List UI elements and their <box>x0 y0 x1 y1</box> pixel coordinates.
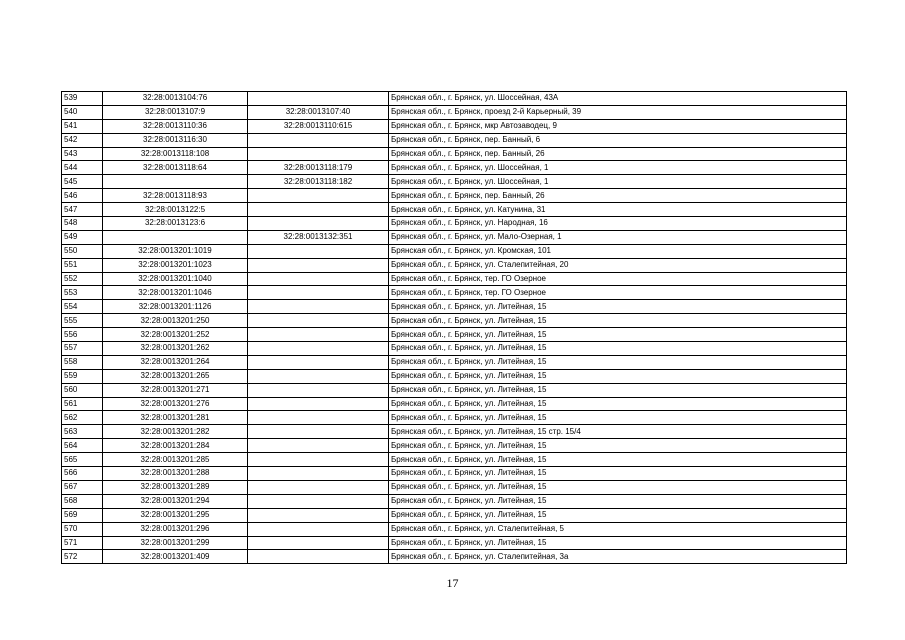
cadastral-number-cell: 32:28:0013201:282 <box>103 425 248 439</box>
row-number-cell: 557 <box>62 342 103 356</box>
address-cell: Брянская обл., г. Брянск, тер. ГО Озерное <box>389 286 847 300</box>
parent-cadastral-number-cell <box>248 272 389 286</box>
row-number-cell: 539 <box>62 92 103 106</box>
table-row <box>62 439 847 453</box>
parent-cadastral-number-cell <box>248 480 389 494</box>
table-row <box>62 425 847 439</box>
table-row <box>62 550 847 564</box>
parent-cadastral-number-cell <box>248 286 389 300</box>
address-cell: Брянская обл., г. Брянск, ул. Литейная, 15 <box>389 480 847 494</box>
table-row <box>62 258 847 272</box>
row-number-cell: 543 <box>62 147 103 161</box>
table-row <box>62 133 847 147</box>
address-cell: Брянская обл., г. Брянск, ул. Литейная, 15 <box>389 355 847 369</box>
row-number-cell: 561 <box>62 397 103 411</box>
address-cell: Брянская обл., г. Брянск, ул. Шоссейная, 1 <box>389 175 847 189</box>
row-number-cell: 571 <box>62 536 103 550</box>
row-number-cell: 548 <box>62 217 103 231</box>
cadastral-number-cell: 32:28:0013118:93 <box>103 189 248 203</box>
cadastral-number-cell: 32:28:0013201:276 <box>103 397 248 411</box>
table-row <box>62 92 847 106</box>
address-cell: Брянская обл., г. Брянск, ул. Сталепитейная, 5 <box>389 522 847 536</box>
parent-cadastral-number-cell <box>248 397 389 411</box>
parent-cadastral-number-cell <box>248 508 389 522</box>
address-cell: Брянская обл., г. Брянск, ул. Литейная, 15 <box>389 453 847 467</box>
cadastral-number-cell: 32:28:0013201:1040 <box>103 272 248 286</box>
row-number-cell: 570 <box>62 522 103 536</box>
table-row <box>62 355 847 369</box>
row-number-cell: 567 <box>62 480 103 494</box>
table-row <box>62 189 847 203</box>
parent-cadastral-number-cell <box>248 411 389 425</box>
address-cell: Брянская обл., г. Брянск, ул. Литейная, 15 <box>389 439 847 453</box>
parent-cadastral-number-cell <box>248 369 389 383</box>
cadastral-number-cell: 32:28:0013118:108 <box>103 147 248 161</box>
parent-cadastral-number-cell <box>248 244 389 258</box>
parent-cadastral-number-cell <box>248 133 389 147</box>
table-row <box>62 342 847 356</box>
parent-cadastral-number-cell <box>248 217 389 231</box>
cadastral-number-cell: 32:28:0013123:6 <box>103 217 248 231</box>
row-number-cell: 568 <box>62 494 103 508</box>
address-cell: Брянская обл., г. Брянск, тер. ГО Озерное <box>389 272 847 286</box>
table-row <box>62 272 847 286</box>
table-row <box>62 217 847 231</box>
table-row <box>62 147 847 161</box>
cadastral-number-cell: 32:28:0013201:409 <box>103 550 248 564</box>
address-cell: Брянская обл., г. Брянск, ул. Шоссейная, 43А <box>389 92 847 106</box>
address-cell: Брянская обл., г. Брянск, ул. Литейная, 15 <box>389 328 847 342</box>
cadastral-number-cell: 32:28:0013201:284 <box>103 439 248 453</box>
parent-cadastral-number-cell: 32:28:0013110:615 <box>248 119 389 133</box>
table-row <box>62 286 847 300</box>
table-row <box>62 494 847 508</box>
table-row <box>62 369 847 383</box>
address-cell: Брянская обл., г. Брянск, мкр Автозаводец, 9 <box>389 119 847 133</box>
table-row <box>62 230 847 244</box>
row-number-cell: 546 <box>62 189 103 203</box>
cadastral-number-cell: 32:28:0013201:285 <box>103 453 248 467</box>
cadastral-number-cell: 32:28:0013110:36 <box>103 119 248 133</box>
table-row <box>62 536 847 550</box>
row-number-cell: 560 <box>62 383 103 397</box>
parent-cadastral-number-cell: 32:28:0013118:182 <box>248 175 389 189</box>
table-row <box>62 328 847 342</box>
row-number-cell: 545 <box>62 175 103 189</box>
parent-cadastral-number-cell: 32:28:0013107:40 <box>248 105 389 119</box>
address-cell: Брянская обл., г. Брянск, ул. Литейная, 15 стр. 15/4 <box>389 425 847 439</box>
parent-cadastral-number-cell <box>248 147 389 161</box>
cadastral-number-cell: 32:28:0013201:1126 <box>103 300 248 314</box>
cadastral-number-cell: 32:28:0013201:289 <box>103 480 248 494</box>
cadastral-number-cell: 32:28:0013201:281 <box>103 411 248 425</box>
parent-cadastral-number-cell <box>248 439 389 453</box>
address-cell: Брянская обл., г. Брянск, ул. Катунина, 31 <box>389 203 847 217</box>
row-number-cell: 559 <box>62 369 103 383</box>
row-number-cell: 547 <box>62 203 103 217</box>
parent-cadastral-number-cell <box>248 550 389 564</box>
parent-cadastral-number-cell <box>248 494 389 508</box>
address-cell: Брянская обл., г. Брянск, ул. Литейная, 15 <box>389 467 847 481</box>
address-cell: Брянская обл., г. Брянск, ул. Литейная, 15 <box>389 300 847 314</box>
address-cell: Брянская обл., г. Брянск, ул. Шоссейная, 1 <box>389 161 847 175</box>
row-number-cell: 549 <box>62 230 103 244</box>
table-row <box>62 105 847 119</box>
cadastral-number-cell: 32:28:0013201:294 <box>103 494 248 508</box>
parent-cadastral-number-cell <box>248 189 389 203</box>
row-number-cell: 553 <box>62 286 103 300</box>
parent-cadastral-number-cell <box>248 328 389 342</box>
address-cell: Брянская обл., г. Брянск, ул. Литейная, 15 <box>389 397 847 411</box>
table-row <box>62 467 847 481</box>
cadastral-number-cell: 32:28:0013201:250 <box>103 314 248 328</box>
address-cell: Брянская обл., г. Брянск, проезд 2-й Карьерный, 39 <box>389 105 847 119</box>
row-number-cell: 544 <box>62 161 103 175</box>
cadastral-number-cell: 32:28:0013201:288 <box>103 467 248 481</box>
row-number-cell: 558 <box>62 355 103 369</box>
cadastral-number-cell: 32:28:0013201:1046 <box>103 286 248 300</box>
parent-cadastral-number-cell <box>248 536 389 550</box>
address-cell: Брянская обл., г. Брянск, пер. Банный, 6 <box>389 133 847 147</box>
parent-cadastral-number-cell <box>248 203 389 217</box>
row-number-cell: 569 <box>62 508 103 522</box>
row-number-cell: 565 <box>62 453 103 467</box>
cadastral-number-cell: 32:28:0013201:264 <box>103 355 248 369</box>
cadastral-number-cell: 32:28:0013107:9 <box>103 105 248 119</box>
parent-cadastral-number-cell <box>248 355 389 369</box>
cadastral-number-cell: 32:28:0013201:296 <box>103 522 248 536</box>
cadastral-number-cell: 32:28:0013201:1019 <box>103 244 248 258</box>
table-row <box>62 453 847 467</box>
parent-cadastral-number-cell <box>248 453 389 467</box>
table-row <box>62 480 847 494</box>
row-number-cell: 563 <box>62 425 103 439</box>
parent-cadastral-number-cell <box>248 467 389 481</box>
row-number-cell: 564 <box>62 439 103 453</box>
cadastral-number-cell: 32:28:0013201:265 <box>103 369 248 383</box>
cadastral-number-cell: 32:28:0013116:30 <box>103 133 248 147</box>
row-number-cell: 554 <box>62 300 103 314</box>
table-row <box>62 411 847 425</box>
address-cell: Брянская обл., г. Брянск, ул. Кромская, 101 <box>389 244 847 258</box>
address-cell: Брянская обл., г. Брянск, пер. Банный, 26 <box>389 147 847 161</box>
parent-cadastral-number-cell: 32:28:0013118:179 <box>248 161 389 175</box>
table-row <box>62 244 847 258</box>
row-number-cell: 562 <box>62 411 103 425</box>
table-row <box>62 119 847 133</box>
parent-cadastral-number-cell <box>248 258 389 272</box>
row-number-cell: 551 <box>62 258 103 272</box>
table-row <box>62 300 847 314</box>
row-number-cell: 542 <box>62 133 103 147</box>
address-cell: Брянская обл., г. Брянск, ул. Литейная, 15 <box>389 314 847 328</box>
row-number-cell: 552 <box>62 272 103 286</box>
row-number-cell: 566 <box>62 467 103 481</box>
table-row <box>62 508 847 522</box>
parent-cadastral-number-cell <box>248 92 389 106</box>
parent-cadastral-number-cell <box>248 522 389 536</box>
row-number-cell: 541 <box>62 119 103 133</box>
cadastral-number-cell: 32:28:0013201:299 <box>103 536 248 550</box>
parent-cadastral-number-cell: 32:28:0013132:351 <box>248 230 389 244</box>
parent-cadastral-number-cell <box>248 314 389 328</box>
parent-cadastral-number-cell <box>248 300 389 314</box>
address-cell: Брянская обл., г. Брянск, ул. Литейная, 15 <box>389 342 847 356</box>
row-number-cell: 550 <box>62 244 103 258</box>
address-cell: Брянская обл., г. Брянск, ул. Сталепитейная, 3а <box>389 550 847 564</box>
table-row <box>62 203 847 217</box>
table-row <box>62 161 847 175</box>
address-cell: Брянская обл., г. Брянск, ул. Литейная, 15 <box>389 536 847 550</box>
address-cell: Брянская обл., г. Брянск, ул. Литейная, 15 <box>389 369 847 383</box>
cadastral-number-cell: 32:28:0013104:76 <box>103 92 248 106</box>
table-row <box>62 314 847 328</box>
table-row <box>62 383 847 397</box>
parent-cadastral-number-cell <box>248 383 389 397</box>
address-cell: Брянская обл., г. Брянск, ул. Сталепитейная, 20 <box>389 258 847 272</box>
cadastral-number-cell: 32:28:0013118:64 <box>103 161 248 175</box>
cadastral-number-cell: 32:28:0013201:271 <box>103 383 248 397</box>
parent-cadastral-number-cell <box>248 342 389 356</box>
table-row <box>62 175 847 189</box>
address-cell: Брянская обл., г. Брянск, ул. Литейная, 15 <box>389 411 847 425</box>
registry-table <box>61 91 847 564</box>
table-row <box>62 522 847 536</box>
row-number-cell: 555 <box>62 314 103 328</box>
address-cell: Брянская обл., г. Брянск, ул. Мало-Озерная, 1 <box>389 230 847 244</box>
row-number-cell: 572 <box>62 550 103 564</box>
row-number-cell: 556 <box>62 328 103 342</box>
cadastral-number-cell <box>103 175 248 189</box>
table-row <box>62 397 847 411</box>
address-cell: Брянская обл., г. Брянск, ул. Литейная, 15 <box>389 383 847 397</box>
cadastral-number-cell: 32:28:0013122:5 <box>103 203 248 217</box>
address-cell: Брянская обл., г. Брянск, пер. Банный, 26 <box>389 189 847 203</box>
address-cell: Брянская обл., г. Брянск, ул. Литейная, 15 <box>389 508 847 522</box>
cadastral-number-cell: 32:28:0013201:262 <box>103 342 248 356</box>
address-cell: Брянская обл., г. Брянск, ул. Литейная, 15 <box>389 494 847 508</box>
cadastral-number-cell: 32:28:0013201:1023 <box>103 258 248 272</box>
row-number-cell: 540 <box>62 105 103 119</box>
registry-table-body <box>62 92 847 564</box>
cadastral-number-cell: 32:28:0013201:252 <box>103 328 248 342</box>
parent-cadastral-number-cell <box>248 425 389 439</box>
cadastral-number-cell <box>103 230 248 244</box>
address-cell: Брянская обл., г. Брянск, ул. Народная, 16 <box>389 217 847 231</box>
page-number: 17 <box>446 576 459 590</box>
cadastral-number-cell: 32:28:0013201:295 <box>103 508 248 522</box>
